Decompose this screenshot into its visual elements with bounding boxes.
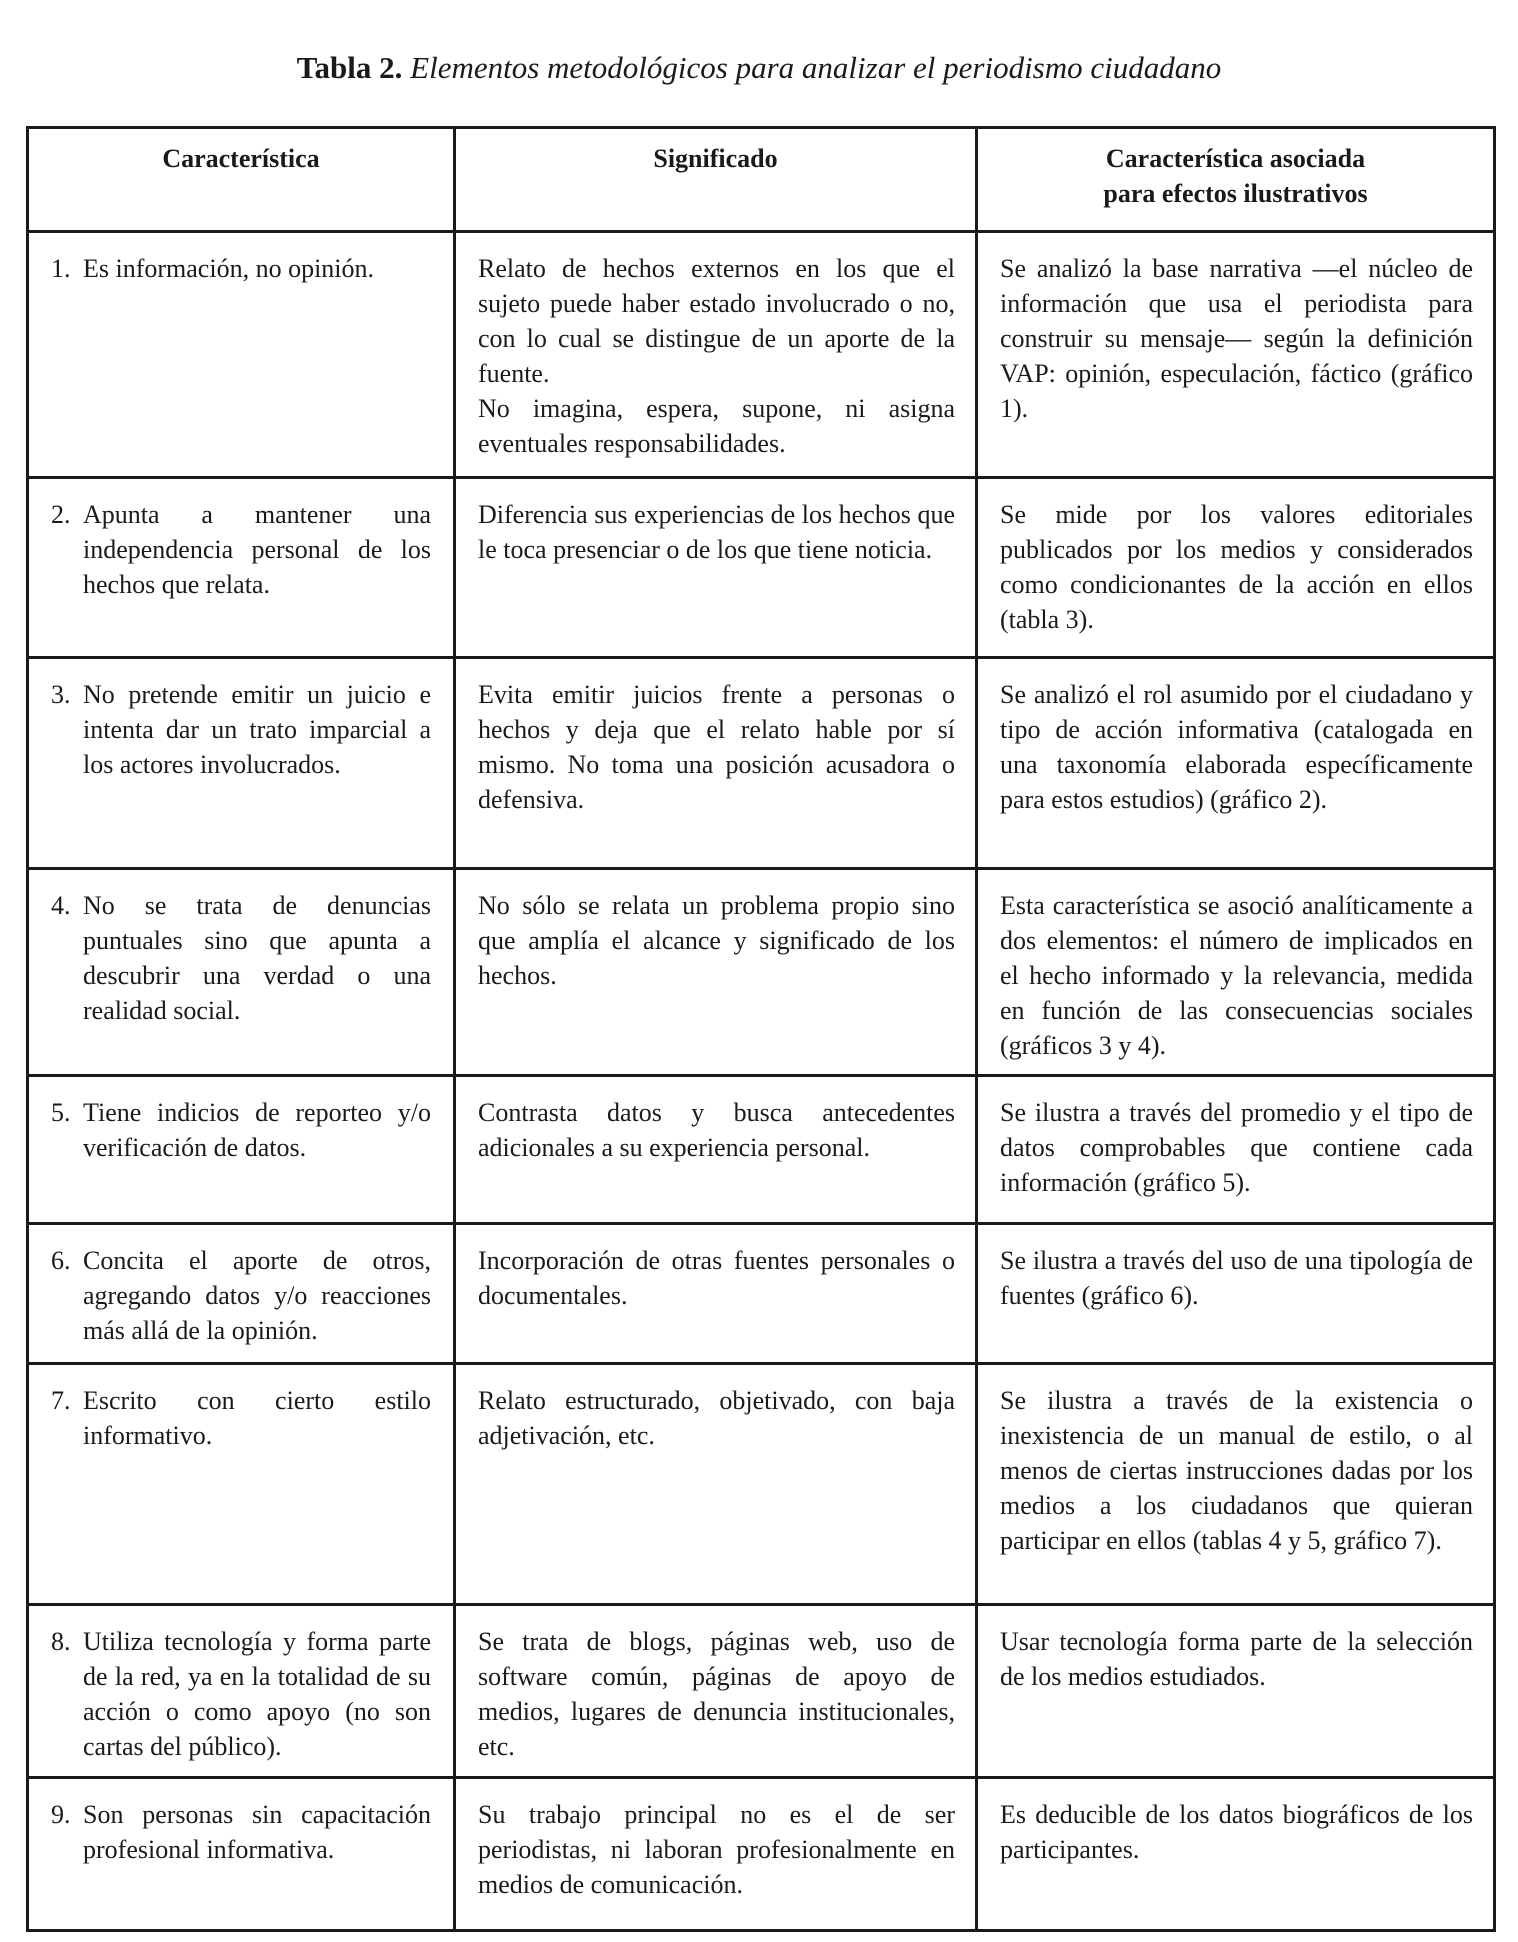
cell-characteristic [28, 868, 455, 1076]
characteristic-text: Apunta a mantener una independencia personal de los hechos que relata. [83, 499, 431, 599]
header-characteristic: Característica [28, 128, 455, 232]
meaning-text: No sólo se relata un problema propio sino que amplía el alcance y significado de los hechos. [478, 890, 955, 990]
cell-associated: Se ilustra a través de la existencia o inexistencia de un manual de estilo, o al menos de ciertas instrucciones dadas por los medios a los ciudadanos que quieran participar en ellos (tablas 4 y 5, gráfico 7). [977, 1364, 1495, 1605]
cell-associated: Se analizó el rol asumido por el ciudadano y tipo de acción informativa (catalogada en una taxonomía elaborada específicamente para estos estudios) (gráfico 2). [977, 658, 1495, 869]
cell-characteristic [28, 658, 455, 869]
methodology-table [26, 126, 1496, 1932]
row-number: 4. [51, 890, 71, 920]
table-row [28, 1076, 1495, 1223]
table-row [28, 1605, 1495, 1778]
cell-characteristic [28, 1076, 455, 1223]
table-row [28, 1364, 1495, 1605]
meaning-text: Diferencia sus experiencias de los hechos que le toca presenciar o de los que tiene noticia. [478, 499, 955, 564]
cell-characteristic [28, 1777, 455, 1931]
cell-meaning [455, 1364, 977, 1605]
row-number: 5. [51, 1098, 71, 1128]
cell-meaning [455, 658, 977, 869]
caption-label: Tabla 2. [296, 50, 403, 85]
row-number: 1. [51, 254, 71, 283]
header-associated: Característica asociada para efectos ilustrativos [977, 128, 1495, 232]
cell-meaning [455, 1777, 977, 1931]
table-row [28, 868, 1495, 1076]
cell-associated: Se ilustra a través del promedio y el tipo de datos comprobables que contiene cada información (gráfico 5). [977, 1076, 1495, 1223]
table-caption [0, 48, 1518, 88]
row-number: 8. [51, 1627, 71, 1656]
cell-characteristic [28, 1605, 455, 1778]
characteristic-text: Son personas sin capacitación profesional informativa. [83, 1799, 431, 1864]
row-number: 9. [51, 1799, 71, 1829]
cell-associated: Usar tecnología forma parte de la selección de los medios estudiados. [977, 1605, 1495, 1778]
cell-associated: Se ilustra a través del uso de una tipología de fuentes (gráfico 6). [977, 1223, 1495, 1363]
row-number: 3. [51, 680, 71, 710]
cell-meaning [455, 1605, 977, 1778]
cell-meaning [455, 232, 977, 478]
characteristic-text: No pretende emitir un juicio e intenta dar un trato imparcial a los actores involucrados. [83, 680, 431, 780]
header-meaning: Significado [455, 128, 977, 232]
characteristic-text: Concita el aporte de otros, agregando datos y/o reacciones más allá de la opinión. [83, 1245, 431, 1345]
meaning-text: Relato de hechos externos en los que el sujeto puede haber estado involucrado o no, con lo cual se distingue de un aporte de la fuente. [478, 254, 955, 388]
caption-title: Elementos metodológicos para analizar el periodismo ciudadano [410, 50, 1222, 85]
table-row [28, 658, 1495, 869]
cell-meaning [455, 868, 977, 1076]
meaning-text: No imagina, espera, supone, ni asigna eventuales responsabilidades. [478, 394, 955, 458]
characteristic-text: Tiene indicios de reporteo y/o verificación de datos. [83, 1098, 431, 1163]
table-row [28, 1223, 1495, 1363]
cell-characteristic [28, 1223, 455, 1363]
meaning-text: Evita emitir juicios frente a personas o hechos y deja que el relato hable por sí mismo. No toma una posición acusadora o defensiva. [478, 680, 955, 815]
table-row [28, 232, 1495, 478]
table-row [28, 1777, 1495, 1931]
cell-meaning [455, 1076, 977, 1223]
meaning-text: Se trata de blogs, páginas web, uso de software común, páginas de apoyo de medios, lugares de denuncia institucionales, etc. [478, 1627, 955, 1761]
cell-meaning [455, 477, 977, 658]
cell-associated: Se analizó la base narrativa —el núcleo de información que usa el periodista para construir su mensaje— según la definición VAP: opinión, especulación, fáctico (gráfico 1). [977, 232, 1495, 478]
cell-characteristic [28, 1364, 455, 1605]
cell-characteristic [28, 232, 455, 478]
meaning-text: Incorporación de otras fuentes personales o documentales. [478, 1245, 955, 1310]
meaning-text: Su trabajo principal no es el de ser periodistas, ni laboran profesionalmente en medios de comunicación. [478, 1799, 955, 1899]
header-row [28, 128, 1495, 232]
characteristic-text: No se trata de denuncias puntuales sino que apunta a descubrir una verdad o una realidad social. [83, 890, 431, 1025]
characteristic-text: Es información, no opinión. [83, 254, 375, 283]
cell-meaning [455, 1223, 977, 1363]
characteristic-text: Escrito con cierto estilo informativo. [83, 1386, 431, 1451]
meaning-text: Relato estructurado, objetivado, con baja adjetivación, etc. [478, 1386, 955, 1451]
row-number: 7. [51, 1386, 71, 1416]
cell-associated: Esta característica se asoció analíticamente a dos elementos: el número de implicados en el hecho informado y la relevancia, medida en función de las consecuencias sociales (gráficos 3 y 4). [977, 868, 1495, 1076]
cell-associated: Es deducible de los datos biográficos de los participantes. [977, 1777, 1495, 1931]
table-row [28, 477, 1495, 658]
row-number: 6. [51, 1245, 71, 1275]
cell-characteristic [28, 477, 455, 658]
characteristic-text: Utiliza tecnología y forma parte de la red, ya en la totalidad de su acción o como apoyo (no son cartas del público). [83, 1627, 431, 1761]
row-number: 2. [51, 499, 71, 529]
meaning-text: Contrasta datos y busca antecedentes adicionales a su experiencia personal. [478, 1098, 955, 1163]
cell-associated: Se mide por los valores editoriales publicados por los medios y considerados como condicionantes de la acción en ellos (tabla 3). [977, 477, 1495, 658]
